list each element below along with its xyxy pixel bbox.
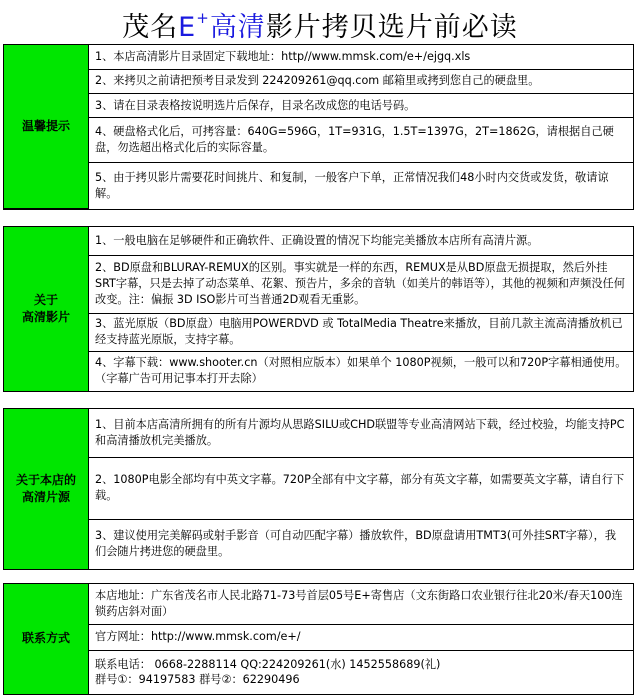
title-suffix: 影片拷贝选片前必读 [265, 12, 518, 43]
tips-item-2: 2、来拷贝之前请把预考目录发到 224209261@qq.com 邮箱里或拷到您自己的硬盘里。 [89, 69, 634, 93]
section-tips [3, 44, 634, 210]
contact-address: 本店地址：广东省茂名市人民北路71-73号首层05号E+寄售店（文东街路口农业银行往北20米/春天100连锁药店斜对面） [89, 584, 634, 624]
section-label-sources [4, 409, 89, 569]
label-line-1: 关于 [33, 292, 58, 307]
contact-phone: 联系电话： 0668-2288114 QQ:224209261(水) 1452558689(礼) [95, 658, 441, 672]
section-label-tips: 温馨提示 [4, 45, 89, 209]
sources-item-2: 2、1080P电影全部均有中英文字幕。720P全部有中文字幕，部分有英文字幕，如需要英文字幕，请自行下载。 [89, 457, 634, 519]
contact-phone-cell [89, 650, 634, 694]
contact-groups: 群号①：94197583 群号②：62290496 [95, 673, 300, 687]
section-about-hd [3, 226, 634, 392]
section-contact [3, 583, 634, 695]
sources-item-1: 1、目前本店高清所拥有的所有片源均从思路SILU或CHD联盟等专业高清网站下载，经过校验，均能支持PC和高清播放机完美播放。 [89, 409, 634, 457]
title-brand-e: E [178, 12, 197, 43]
tips-item-4: 4、硬盘格式化后，可拷容量：640G=596G，1T=931G，1.5T=1397G，2T=1862G，请根据自己硬盘，勿选超出格式化后的实际容量。 [89, 118, 634, 162]
section-label-about-hd [4, 227, 89, 391]
title-prefix: 茂名 [122, 12, 179, 43]
title-brand [178, 9, 266, 43]
tips-item-3: 3、请在目录表格按说明选片后保存，目录名改成您的电话号码。 [89, 93, 634, 117]
contact-website: 官方网址：http://www.mmsk.com/e+/ [89, 624, 634, 650]
tips-item-1: 1、本店高清影片目录固定下载地址：http//www.mmsk.com/e+/ejgq.xls [89, 45, 634, 69]
section-label-contact: 联系方式 [4, 584, 89, 694]
label-line-1: 关于本店的 [15, 472, 76, 487]
about-hd-item-4: 4、字幕下载：www.shooter.cn（对照相应版本）如果单个 1080P视频，一般可以和720P字幕相通使用。（字幕广告可用记事本打开去除） [89, 351, 634, 391]
section-sources [3, 408, 634, 570]
tips-item-5: 5、由于拷贝影片需要花时间挑片、和复制，一般客户下单，正常情况我们48小时内交货或发货，敬请谅解。 [89, 162, 634, 208]
page-title [0, 0, 640, 42]
label-line-2: 高清影片 [21, 309, 70, 324]
about-hd-item-3: 3、蓝光原版（BD原盘）电脑用POWERDVD 或 TotalMedia Theatre来播放，目前几款主流高清播放机已经支持蓝光原版，支持字幕。 [89, 313, 634, 351]
label-line-2: 高清片源 [21, 489, 70, 504]
sources-item-3: 3、建议使用完美解码或射手影音（可自动匹配字幕）播放软件，BD原盘请用TMT3(可外挂SRT字幕），我们会随片拷进您的硬盘里。 [89, 519, 634, 569]
title-brand-hd: 高清 [209, 12, 266, 43]
about-hd-item-2: 2、BD原盘和BLURAY-REMUX的区别。事实就是一样的东西，REMUX是从BD原盘无损提取，然后外挂SRT字幕，只是去掉了动态菜单、花絮、预告片，多余的音轨（如美片的韩语等），其他的视频和声频没任何改变。注：偏振 3D ISO影片可当普通2D观看无重影。 [89, 255, 634, 313]
about-hd-item-1: 1、一般电脑在足够硬件和正确软件、正确设置的情况下均能完美播放本店所有高清片源。 [89, 227, 634, 255]
title-brand-sup: + [196, 9, 210, 27]
